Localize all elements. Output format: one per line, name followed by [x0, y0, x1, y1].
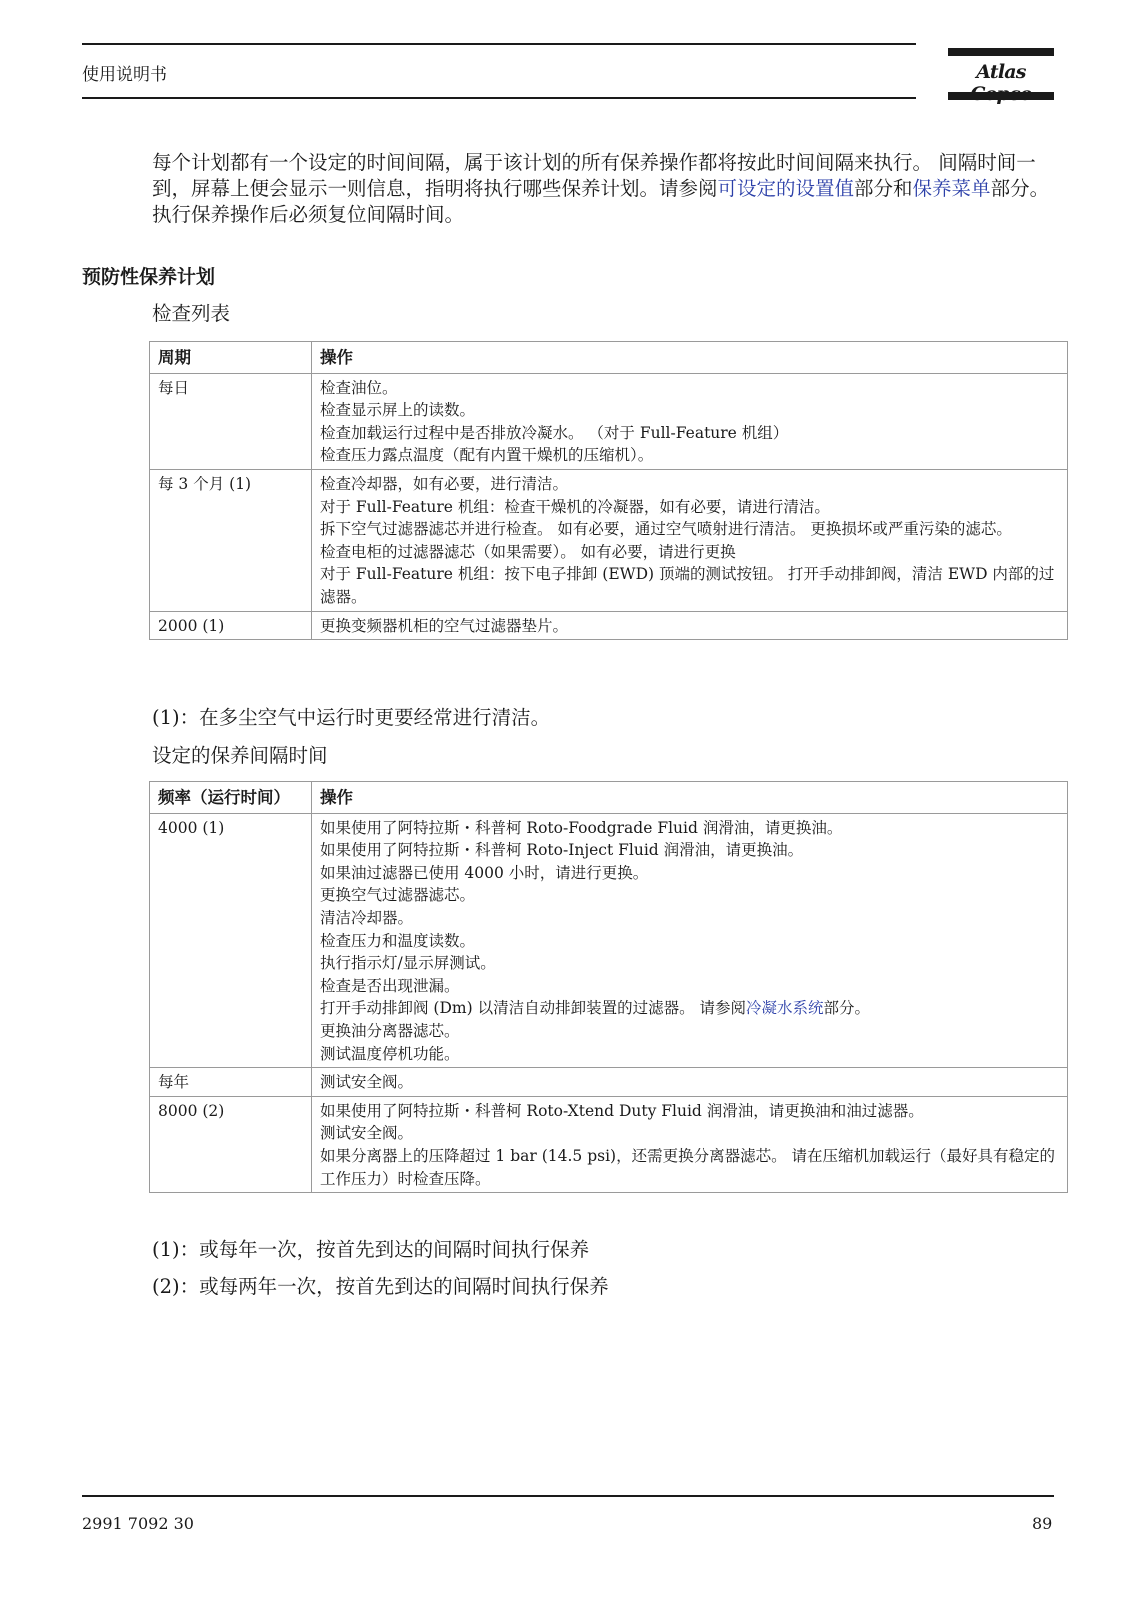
action-line: 更换变频器机柜的空气过滤器垫片。: [320, 616, 569, 635]
column-header-period: 周期: [150, 342, 312, 374]
table-header-row: [150, 342, 1068, 374]
period-cell: 2000 (1): [150, 611, 312, 640]
section-title: 预防性保养计划: [82, 266, 216, 288]
table-row: [150, 611, 1068, 640]
intervals-footnote-1: (1)：或每年一次，按首先到达的间隔时间执行保养: [152, 1238, 590, 1261]
link-condensate-system[interactable]: 冷凝水系统: [746, 999, 824, 1018]
table-row: [150, 469, 1068, 611]
table-row: [150, 1096, 1068, 1192]
intro-paragraph: [152, 150, 1057, 228]
action-line: 检查是否出现泄漏。: [320, 976, 460, 995]
checklist-table: [149, 341, 1068, 640]
action-line: 检查压力露点温度（配有内置干燥机的压缩机）。: [320, 446, 654, 465]
link-maintenance-menu[interactable]: 保养菜单: [912, 177, 991, 200]
action-cell: [312, 373, 1068, 469]
period-cell: 每年: [150, 1068, 312, 1097]
action-line: 检查显示屏上的读数。: [320, 401, 476, 420]
link-configurable-settings[interactable]: 可设定的设置值: [717, 177, 855, 200]
logo-bottom-bar: [948, 92, 1054, 100]
footer-rule: [82, 1495, 1054, 1497]
intervals-table: [149, 781, 1068, 1193]
checklist-footnote: (1)：在多尘空气中运行时更要经常进行清洁。: [152, 706, 551, 729]
action-line: 检查冷却器，如有必要，进行清洁。: [320, 474, 569, 493]
action-text: 打开手动排卸阀 (Dm) 以清洁自动排卸装置的过滤器。 请参阅: [320, 999, 747, 1018]
column-header-action: 操作: [312, 342, 1068, 374]
action-line: 如果油过滤器已使用 4000 小时，请进行更换。: [320, 863, 649, 882]
intro-text-between: 部分和: [854, 177, 913, 200]
table-row: [150, 813, 1068, 1068]
action-line: 检查压力和温度读数。: [320, 931, 476, 950]
action-line: 如果使用了阿特拉斯・科普柯 Roto-Xtend Duty Fluid 润滑油，请更换油和油过滤器。: [320, 1101, 924, 1120]
action-line: 执行指示灯/显示屏测试。: [320, 954, 496, 973]
action-cell: [312, 813, 1068, 1068]
action-cell: [312, 1068, 1068, 1097]
period-cell: 每 3 个月 (1): [150, 469, 312, 611]
action-line: 更换空气过滤器滤芯。: [320, 886, 476, 905]
action-line: 检查加载运行过程中是否排放冷凝水。 （对于 Full-Feature 机组）: [320, 423, 789, 442]
action-line: 测试安全阀。: [320, 1073, 414, 1092]
action-line: 清洁冷却器。: [320, 908, 414, 927]
action-line: 如果使用了阿特拉斯・科普柯 Roto-Inject Fluid 润滑油，请更换油。: [320, 841, 804, 860]
period-cell: 4000 (1): [150, 813, 312, 1068]
intro-text-after: 部分。 执行保养操作后必须复位间隔时间。: [152, 177, 1050, 226]
action-line-with-link: [320, 997, 1059, 1020]
action-cell: [312, 469, 1068, 611]
table-row: [150, 373, 1068, 469]
header-bottom-rule: [82, 97, 916, 99]
column-header-frequency: 频率（运行时间）: [150, 782, 312, 814]
action-line: 如果分离器上的压降超过 1 bar (14.5 psi)，还需更换分离器滤芯。 请在压缩机加载运行（最好具有稳定的工作压力）时检查压降。: [320, 1146, 1056, 1188]
action-cell: [312, 1096, 1068, 1192]
action-line: 测试温度停机功能。: [320, 1044, 460, 1063]
column-header-action: 操作: [312, 782, 1068, 814]
table-header-row: [150, 782, 1068, 814]
action-line: 检查电柜的过滤器滤芯（如果需要）。 如有必要，请进行更换: [320, 542, 736, 561]
logo-text: Atlas: [976, 61, 1026, 83]
checklist-heading: 检查列表: [152, 302, 231, 325]
intervals-heading: 设定的保养间隔时间: [152, 744, 328, 767]
action-line: 对于 Full-Feature 机组：按下电子排卸 (EWD) 顶端的测试按钮。 打开手动排卸阀，清洁 EWD 内部的过滤器。: [320, 565, 1055, 606]
action-line: 拆下空气过滤器滤芯并进行检查。 如有必要，通过空气喷射进行清洁。 更换损坏或严重污染的滤芯。: [320, 520, 1012, 539]
intro-text: 每个计划都有一个设定的时间间隔，属于该计划的所有保养操作都将按此时间间隔来执行。 间隔时间一到，屏幕上便会显示一则信息，指明将执行哪些保养计划。请参阅: [152, 151, 1036, 200]
header-top-rule: [82, 43, 916, 45]
page-number: 89: [1032, 1514, 1053, 1533]
intervals-footnote-2: (2)：或每两年一次，按首先到达的间隔时间执行保养: [152, 1275, 609, 1298]
action-line: 如果使用了阿特拉斯・科普柯 Roto-Foodgrade Fluid 润滑油，请更换油。: [320, 818, 843, 837]
period-cell: 8000 (2): [150, 1096, 312, 1192]
atlas-copco-logo: [948, 48, 1054, 100]
period-cell: 每日: [150, 373, 312, 469]
header-title: 使用说明书: [82, 65, 167, 85]
action-text: 部分。: [823, 999, 871, 1018]
document-number: 2991 7092 30: [82, 1514, 194, 1533]
action-line: 对于 Full-Feature 机组：检查干燥机的冷凝器，如有必要，请进行清洁。: [320, 497, 830, 516]
action-line: 测试安全阀。: [320, 1124, 414, 1143]
action-line: 检查油位。: [320, 378, 398, 397]
action-cell: [312, 611, 1068, 640]
logo-top-bar: [948, 48, 1054, 56]
action-line: 更换油分离器滤芯。: [320, 1021, 460, 1040]
table-row: [150, 1068, 1068, 1097]
